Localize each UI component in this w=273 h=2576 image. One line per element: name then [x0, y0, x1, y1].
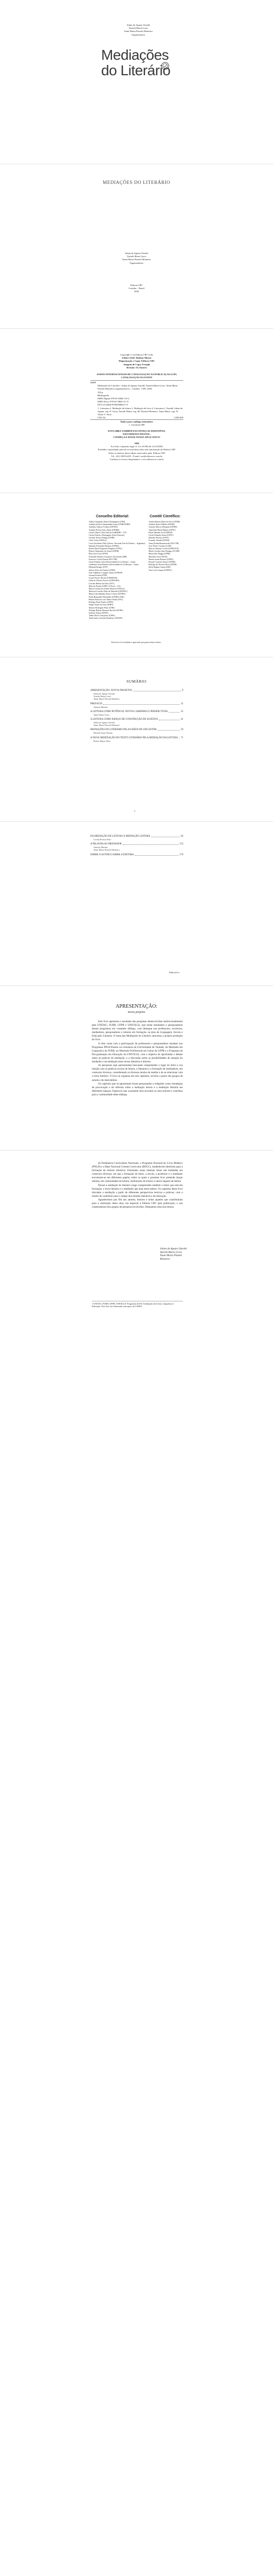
member-item: Renato Francisco dos Santos Paula (UFG)	[89, 598, 123, 601]
toc-entry-head	[90, 854, 183, 857]
signature-block	[160, 1247, 191, 1261]
toc-leader	[179, 737, 180, 739]
toc-leader	[159, 718, 180, 720]
toc-entry-page: 25	[181, 710, 183, 713]
half-publisher-block	[0, 284, 273, 294]
toc-entry-title: A PALAVRA AO MEDIADOR	[90, 843, 122, 846]
conselho-page	[0, 493, 273, 657]
paragraph: Pensar a mediação do literário exige compreender também o leitor que está em formação, o texto literário e o mediador que atua entre ambos. Os capítulos deste livro discutem a mediação a partir de diferentes perspectivas teóricas e práticas, com o intuito de contribuir para o campo dos estudos literários e da educação.	[92, 1183, 183, 1198]
member-item: Evandro Ghedin (UFAM)	[149, 539, 170, 542]
toc-entry-page: 41	[181, 718, 183, 721]
member-item: Josania Portela (UFPI)	[89, 574, 107, 577]
signature-3: Tauni Maria Pizzetti Monteiro	[160, 1254, 182, 1261]
cover-editors-role: Organizadores	[131, 33, 146, 36]
paragraph: do Parâmetros Curriculares Nacionais, o Programa Nacional do Livro Didático (PNLD) e a Base Nacional Comum Curricular (BNCC), estabelecem diretrizes para a formação de leitores literários. Entretanto essas mesmas obras são mediadas em contextos diversos, em que a formação do leitor, a escola, o professor e o mediador encontram-se em diferentes papéis, sobre os quais o presente livro pretende lançar olhares, em comunidades de leitura, instituições de ensino e outros lugares de leitura.	[92, 1162, 183, 1183]
toc-entry-page: 153	[179, 843, 183, 846]
member-item: Solange Helena Ximenes-Rocha (UFOPA)	[89, 609, 123, 612]
half-city: Curitiba – Brasil	[129, 287, 144, 290]
member-item: Carlos Alberto Vilar Estêvão (UMINHO – PT)	[89, 531, 126, 534]
todos-direitos: Todos os direitos desta edição reservados pela: Editora CRV	[108, 451, 166, 454]
member-item: Guillermo Arias Beatón (Universidade de La Havana – Cuba)	[89, 564, 139, 566]
sumario-page	[0, 657, 273, 821]
toc-entry-author: Tauni Maria Pizzetti Monteiro	[93, 698, 120, 701]
law-1: ESTA OBRA TAMBÉM ENCONTRA-SE DISPONÍVEL	[108, 430, 166, 432]
toc-leader	[135, 854, 179, 856]
member-item: Marcos Antonio Lorieri (UNINOVE)	[149, 548, 179, 550]
toc-entry-page: 15	[181, 702, 183, 705]
member-item: Rosane Carneiro Sarturi (UFSM)	[149, 561, 175, 564]
paragraph: Agradecemos por fim aos autores, leitores e todos aqueles que contribuíram para a realização desta obra, em especial à Editora CRV pela publicação, e aos colaboradores dos grupos de pesquisa envolvidos. Desejamos uma boa leitura.	[92, 1198, 183, 1209]
member-item: Francisco Carlos Duarte (PUC-PR)	[89, 558, 118, 561]
catalog-page	[0, 329, 273, 493]
toc-entry-page: 179	[179, 853, 183, 856]
cip-cdd: CDD 800	[174, 416, 183, 419]
toc-leader	[157, 728, 180, 731]
apresentacao-page	[0, 986, 273, 1150]
toc-entry-page: 59	[181, 728, 183, 732]
toc-leader	[151, 835, 180, 837]
member-item: Maria Cristina dos Santos Bezerra (UFSCar)	[89, 588, 125, 590]
toc-entry-author: Antonio Martins	[93, 846, 108, 849]
member-item: Maria Inês Ghiggi (UFPR)	[149, 553, 170, 555]
toc-entry-author: Yurieth Maria Gorzi	[93, 695, 111, 698]
law-3: CONHEÇA E BAIXE NOSSO APLICATIVO!	[113, 436, 160, 439]
cip-isbn-2: ISBN Físico 978-65-5868-117-8	[98, 400, 129, 403]
member-item: Rodrigo Pratte-Santos (UFES)	[89, 601, 114, 604]
cip-cdu: CDU 82	[98, 416, 106, 419]
member-item: Marcelo Paixão (UFRJ e UTexas – US)	[89, 585, 121, 587]
toc-entry[interactable]	[90, 718, 183, 726]
sumario-cont-page	[0, 822, 273, 986]
member-item: Antonio Marcos Mesquita (UFMS)	[149, 526, 178, 529]
member-item: Andréia Nunes Militão (UEMS)	[149, 523, 175, 526]
comite-cientifico-title: Comitê Científico:	[150, 515, 181, 518]
paragraph: Os capítulos que se apresentam foram pesquisados e redigidos como estratégias de provocação e de reflexão sobre a mediação leitora e a mediação literária em diferentes espaços. Espera-se que a presente obra encontre os seus leitores e contribua para a continuidade deste diálogo.	[92, 1082, 183, 1096]
toc-entry-author: Denise Mayer Silva	[93, 739, 111, 742]
sumario-list	[90, 689, 183, 744]
cip-header	[90, 373, 183, 379]
half-editor-3: Tauni Maria Pizzetti Monteiro	[122, 258, 151, 261]
cip-pages: 182 p.	[98, 391, 104, 394]
toc-entry[interactable]	[90, 737, 183, 742]
member-item: Andrea Beatriz Hack de Góes (UFSM)	[149, 521, 180, 523]
deposit-block	[90, 442, 183, 461]
apresentacao-cont-page	[0, 1150, 273, 1314]
law-2: EM FORMATO DIGITAL.	[123, 433, 151, 436]
member-item: Eduardo Fernandes Barbosa (UFMG)	[89, 545, 119, 547]
member-item: Aldira Guimarães Duarte Domínguez (UNB)	[89, 521, 125, 523]
index-item: 1. Literatura 800	[129, 423, 145, 427]
parecer-note: Este livro foi avaliado e aprovado por pareceristas ad hoc.	[111, 641, 162, 643]
member-item: Antônio Pereira Gaio Júnior (UFRRJ)	[89, 529, 120, 531]
revisao: Revisão: Os Autores	[126, 366, 147, 369]
toc-entry-title: A NOVA ORDENAÇÃO DO TEXTO LITERÁRIO PELA MEDIAÇÃO DA LEITURA	[90, 736, 178, 739]
footnote: 1 UNITAU, FURB, UFPR, UNIVILLE. Programas de Pós-Graduação em Letras, Linguística e Educação. Este livro foi financiado com apoio da CAPES.	[92, 1301, 183, 1308]
cover-page	[0, 0, 273, 164]
signature-2: Yurieth Maria Gorzi	[160, 1250, 182, 1254]
apresentacao-text-2	[92, 1162, 183, 1209]
cip-entry: Mediações do Literário / Julian de Aguiar Ostrahl, Yurieth Maria Gorzi, Tauni Maria Pizzetti Monteiro (organizadores) – Curitiba : CRV, 2020.	[98, 384, 178, 391]
imagem-capa: Imagem de Capa: Freepik	[123, 363, 150, 366]
member-item: Carmen Tereza Velanga (UNIR)	[89, 537, 115, 539]
paragraph: Este livro apresenta o resultado das pesquisas desenvolvidas institucionalmente pela UNITAU, FURB, UFPR e UNIVILLE, que reúne estudantes e pesquisadores desses programas em constante diálogo, com destaque aos professores, escritores, mediadores, pesquisadores e leitores em formação, na área de Linguagem, Escola e Educação Literária. O tema das Mediações do Literário atravessa a própria produção do livro.	[92, 1020, 183, 1042]
member-item: Tadeu Oliver Gonçalves (UFPA)	[89, 615, 115, 617]
member-item: Rodrigo de Oliveira Silva (UFMS)	[149, 564, 177, 566]
deposit-year: 2020	[134, 442, 139, 445]
member-item: Paulo Romualdo Hernandes (UNIFAL-MG)	[89, 596, 124, 598]
toc-entry-page: 83	[181, 835, 183, 838]
toc-entry-author: Julian de Aguiar Ostrahl	[93, 692, 115, 695]
deposit-line: Foi feito o depósito legal cf. Lei 10.994 de 14/12/2004	[110, 445, 163, 448]
half-editor-2: Yurieth Maria Gorzi	[126, 255, 147, 258]
law-block	[90, 430, 183, 439]
cover-title-line1: Mediações	[101, 47, 169, 63]
member-item: Tania Suely Azevedo Brasileiro (UFOPA)	[89, 617, 123, 620]
member-item: Aparecida Maria Ribeiro (UFSC)	[149, 529, 176, 531]
member-item: Bruno Mendes Gil (UNIFAP)	[149, 531, 173, 534]
proibida: Proibida a reprodução parcial ou total desta obra sem autorização da Editora CRV	[98, 448, 176, 451]
member-item: Elione Maria Nogueira Diogenes (UFAL)	[89, 548, 122, 550]
member-item: Sydione Santos (UEPG)	[89, 612, 108, 614]
cover-editor-1: Julian de Aguiar Ostrahl	[126, 24, 150, 26]
paragraph: As pesquisas aqui apresentadas buscaram compreender o lugar do leitor e sua relação com as práticas sociais de leitura, a literatura e a formação de mediadores, em contextos diversos, considerando os diversos modos de mediar e de se relacionar com o texto literário. O livro se organiza em seis capítulos, escritos a partir dos grupos de estudo e de intercâmbio.	[92, 1064, 183, 1082]
member-item: Lídia de Oliveira Xavier (UNIEURO)	[89, 580, 120, 582]
member-item: Helmuth Krüger (UCP)	[89, 566, 108, 569]
half-editors-role: Organizadores	[130, 261, 143, 264]
sumario-list-2	[90, 835, 183, 859]
conselho-editorial-title: Conselho Editorial:	[96, 515, 130, 518]
toc-entry-page: 9	[182, 689, 183, 692]
comite-cientifico-list	[149, 521, 188, 572]
cip-code: M489	[90, 381, 96, 384]
member-item: Maria de Lourdes Pinto de Almeida (UNOESC)	[89, 590, 127, 593]
cip-header-2: CATALOGAÇÃO NA FONTE	[121, 376, 153, 379]
toc-entry-title: APRESENTAÇÃO: NOVOS PROJETOS	[90, 689, 132, 692]
member-item: José Álvaro Cristino (UAB)	[149, 545, 171, 547]
diagramacao: Diagramação e Capa: Editora CRV	[119, 360, 155, 363]
half-title: MEDIAÇÕES DO LITERÁRIO	[103, 180, 170, 185]
cip-header-1: DADOS INTERNACIONAIS DE CATALOGAÇÃO NA PUBLICAÇÃO (CIP)	[97, 373, 177, 376]
apresentacao-text	[92, 1020, 183, 1097]
cover-editor-2: Yurieth Maria Gorzi	[129, 27, 148, 30]
toc-leader	[103, 703, 180, 705]
member-item: Renato Izaias Boissel (UFMT)	[149, 558, 173, 561]
member-item: Maria Lília Imbiriba Sousa Colares (UFOPA)	[89, 593, 126, 596]
apresentacao-subtitle: novos projetos	[127, 1011, 146, 1014]
toc-entry-author: Michele Sauer Paraná	[93, 732, 113, 735]
member-item: Carlos Federico Dominguez Avila (Unieuro)	[89, 534, 125, 537]
toc-entry-author: Tania Maria Gorzi	[93, 713, 109, 716]
member-item: Lourdes Helena da Silva (UFV)	[89, 582, 115, 585]
half-editor-1: Julian de Aguiar Ostrahl	[125, 252, 148, 255]
toc-entry-head	[90, 737, 183, 740]
member-item: Joana Paulin Romanowski (PUC-PR)	[149, 542, 179, 545]
toc-entry-author: Cecília Pereira Feliz	[93, 838, 111, 841]
toc-entry-title: SOBRE O AUTOR E SOBRE A EDITORA	[90, 853, 134, 856]
toc-leader	[133, 689, 181, 691]
colophon: EditoraCrv	[169, 971, 180, 974]
toc-leader	[123, 843, 179, 845]
toc-leader	[169, 710, 180, 713]
paragraph: A obra conta com a participação de professores e pesquisadores atuantes nos Programas PPGE/Ensino na Literatura da Universidade de Taubaté, do Mestrado em Linguística da FURB, no Mestrado Profissional em Letras da UFPR e o Programa de Pós-graduação em Educação da UNIVILLE, com o objetivo de aprofundar o debate sobre as práticas de mediação, e a discussão sobre as possibilidades de atuação do mediador e da mediação entre textos literários e leitores.	[92, 1042, 183, 1064]
member-item: Sérgio Nunes de Jesus (IFRO)	[89, 604, 114, 606]
cip-doi: DOI 10.24824/978655868117.8	[98, 403, 128, 406]
cip-box	[90, 381, 183, 419]
editor-chefe: Editor-chefe: Railson Moura	[122, 357, 152, 360]
half-editors	[0, 252, 273, 265]
toc-entry[interactable]	[90, 703, 183, 708]
member-item: Carlos Eduardo Souza (UFSC)	[149, 534, 174, 537]
copyright: Copyright © da Editora CRV Ltda.	[120, 353, 154, 356]
cover-title	[101, 47, 170, 78]
toc-entry-page: 71	[181, 736, 183, 739]
member-item: Fernando Antônio Gonçalves Alcoforado (IPB)	[89, 555, 127, 558]
telefone: Tel.: (41) 3039-6418 - E-mail: sac@editoracrv.com.br	[111, 454, 163, 457]
toc-entry-title: MEDIAÇÕES DO LITERÁRIO PELAS MÃOS DE UM LEITOR	[90, 728, 157, 732]
member-item: João Adalberto Campato Junior (UNESP)	[89, 571, 123, 574]
member-item: Leonel Severo Rocha (UNISINOS)	[89, 577, 118, 580]
cover-editors	[113, 24, 164, 37]
signature-1: Julian de Aguiar Ostrahl	[160, 1247, 187, 1250]
toc-entry-title: A LEITURA COMO ESPAÇO DE CONSTRUÇÃO DE SUJEITOS	[90, 718, 158, 721]
sumario-title: SUMÁRIO	[126, 679, 147, 684]
index-header: Índice para catálogo sistemático	[120, 420, 153, 423]
toc-entry-title: PREFÁCIO	[90, 702, 103, 705]
cip-isbn-1: ISBN Digital 978-65-5868-119-2	[98, 397, 130, 400]
page-number: 5	[134, 810, 136, 812]
member-item: Jailson Alves dos Santos (UFRJ)	[89, 569, 116, 571]
toc-entry[interactable]	[90, 843, 183, 851]
member-item: Marilena Assis (UFFS)	[149, 555, 168, 558]
apresentacao-title: APRESENTAÇÃO:	[116, 1004, 157, 1009]
toc-entry[interactable]	[90, 835, 183, 841]
toc-entry-title: A LEITURA COMO POTÊNCIA: NOVOS CAMINHOS E PERSPECTIVAS	[90, 710, 168, 713]
half-year: 2020	[134, 290, 139, 293]
cover-editor-3: Tauni Maria Pizzetti Monteiro	[124, 30, 153, 33]
half-publisher: Editora CRV	[130, 284, 143, 286]
site: Conheça os nossos lançamentos: www.editoracrv.com.br	[109, 458, 164, 461]
publisher-logo-icon	[161, 62, 169, 70]
toc-entry-author: Tauni Maria Pizzetti Monteiro	[93, 849, 120, 852]
member-item: Elizeu Clementino de Souza (UNEB)	[89, 550, 119, 553]
member-item: Vera Lucia Gaspar (UDESC)	[149, 569, 172, 571]
half-title-page	[0, 164, 273, 328]
toc-entry-title: DA MEDIAÇÃO DE LEITURA À MEDIAÇÃO LEITORA	[90, 835, 151, 838]
copyright-block	[90, 353, 183, 369]
index-block	[90, 420, 183, 427]
member-item: Cesar Gerónimo Tello (Univer .Nacional Três de Febrero – Argentina)	[89, 542, 146, 545]
conselho-editorial-list	[89, 521, 146, 620]
cip-bib: Bibliografia	[98, 394, 109, 397]
toc-entry[interactable]	[90, 854, 183, 857]
member-item: Maria Cristina Lima Paniago (UCDB)	[149, 550, 180, 553]
toc-entry[interactable]	[90, 710, 183, 716]
member-item: Gloria Fariñas León (Universidade de La Havana – Cuba)	[89, 561, 136, 564]
toc-entry-author: Tauni Maria Pizzetti Monteiro	[93, 724, 120, 727]
toc-entry[interactable]	[90, 689, 183, 701]
toc-entry-author: Julian de Aguiar Ostrahl	[93, 721, 115, 724]
member-item: Élsio José Corá (UFFS)	[89, 553, 108, 555]
member-item: Celso Conti (UFSCar)	[89, 539, 107, 542]
member-item: Andréia da Silva Quintanilha Sousa (UNIR/UFRN)	[89, 523, 131, 526]
member-item: Anselmo Alencar Colares (UFOPA)	[89, 526, 118, 529]
cip-subjects: 1. Literatura 2. Mediação de leitura 3. Mediação de livro 4. Literatura I. Ostrahl, Julian de Aguiar. org. II. Gorzi, Yurieth Maria. org. III. Pizzetti Monteiro, Tauni Maria. org. IV. Título V. Série.	[98, 406, 183, 416]
toc-entry-author: Antonio Martins	[93, 705, 108, 708]
toc-entry[interactable]	[90, 728, 183, 734]
member-item: Silvia Regina Canan (URI)	[149, 566, 171, 569]
member-item: Simone Rodrigues Pinto (UNB)	[89, 606, 115, 609]
cover-title-line2: do Literário	[101, 62, 171, 78]
member-item: Eduardo Silveira (UFSC)	[149, 537, 169, 539]
